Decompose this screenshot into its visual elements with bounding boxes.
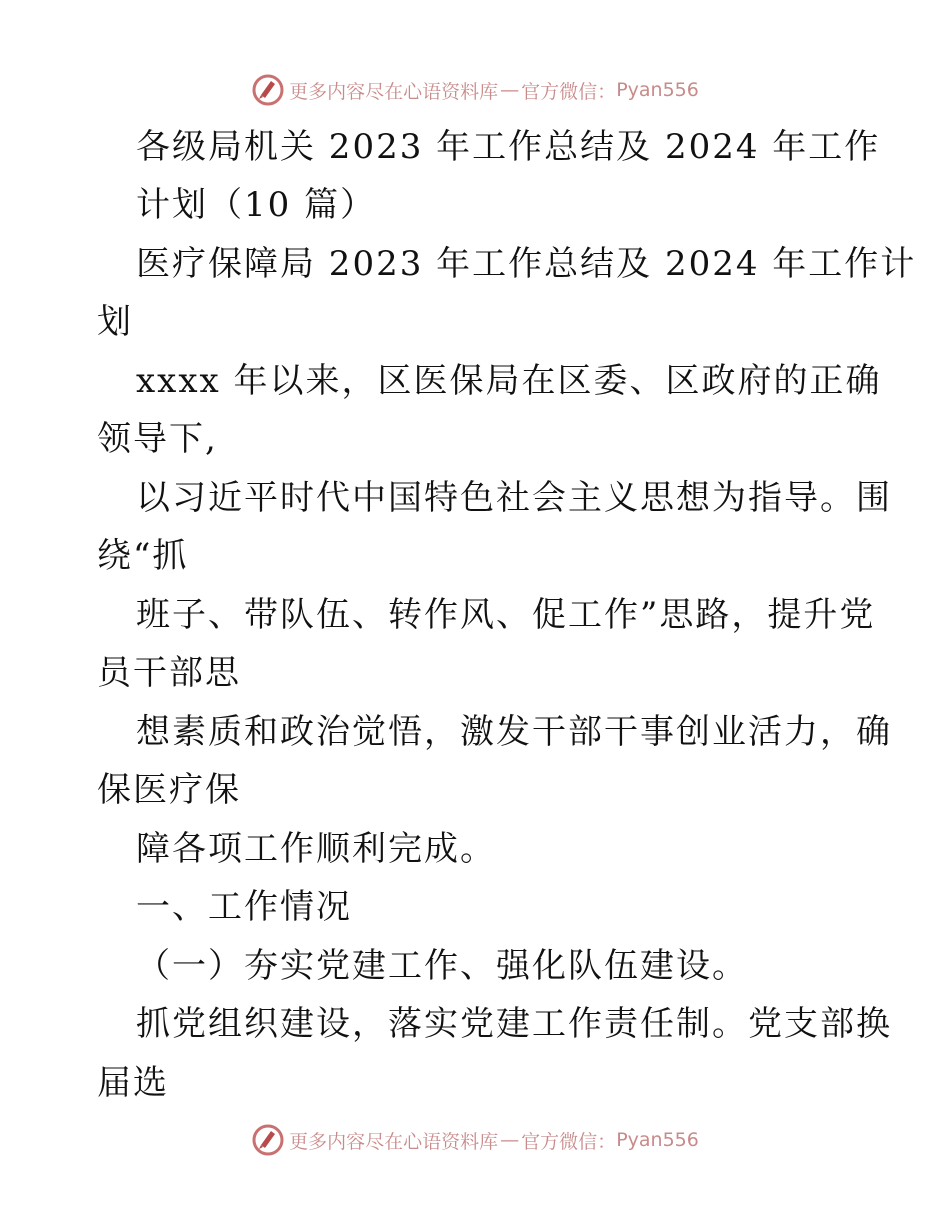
paragraph-line: xxxx 年以来，区医保局在区委、区政府的正确 xyxy=(136,361,882,401)
section-title-line-2: 划 xyxy=(97,302,133,342)
paragraph-line: 障各项工作顺利完成。 xyxy=(136,829,496,869)
watermark-id: Pyan556 xyxy=(616,79,699,101)
paragraph-line: 班子、带队伍、转作风、促工作”思路，提升党 xyxy=(136,595,876,635)
watermark-label: 官方微信： xyxy=(521,1130,617,1153)
doc-title-line-2: 计划（10 篇） xyxy=(136,185,377,225)
paragraph-line: 抓党组织建设，落实党建工作责任制。党支部换 xyxy=(136,1004,892,1044)
paragraph-line: 员干部思 xyxy=(97,653,241,693)
watermark-label: 官方微信： xyxy=(521,80,617,103)
header-watermark xyxy=(0,70,950,110)
section-title-line-1: 医疗保障局 2023 年工作总结及 2024 年工作计 xyxy=(136,244,917,284)
heading-work-status: 一、工作情况 xyxy=(136,887,352,927)
paragraph-line: 想素质和政治觉悟，激发干部干事创业活力，确 xyxy=(136,712,892,752)
subheading-party-building: （一）夯实党建工作、强化队伍建设。 xyxy=(136,946,748,986)
doc-title-line-1: 各级局机关 2023 年工作总结及 2024 年工作 xyxy=(136,127,881,167)
logo-seal-icon xyxy=(251,73,285,107)
logo-seal-icon xyxy=(251,1123,285,1157)
watermark-separator: — xyxy=(500,1129,520,1151)
paragraph-line: 保医疗保 xyxy=(97,770,241,810)
footer-watermark xyxy=(0,1120,950,1160)
paragraph-line: 届选 xyxy=(97,1063,169,1103)
paragraph-line: 领导下, xyxy=(97,419,218,459)
watermark-separator: — xyxy=(500,79,520,101)
paragraph-line: 绕“抓 xyxy=(97,536,189,576)
watermark-id: Pyan556 xyxy=(616,1129,699,1151)
paragraph-line: 以习近平时代中国特色社会主义思想为指导。围 xyxy=(136,478,892,518)
watermark-text: 更多内容尽在心语资料库 xyxy=(289,80,499,103)
watermark-text: 更多内容尽在心语资料库 xyxy=(289,1130,499,1153)
